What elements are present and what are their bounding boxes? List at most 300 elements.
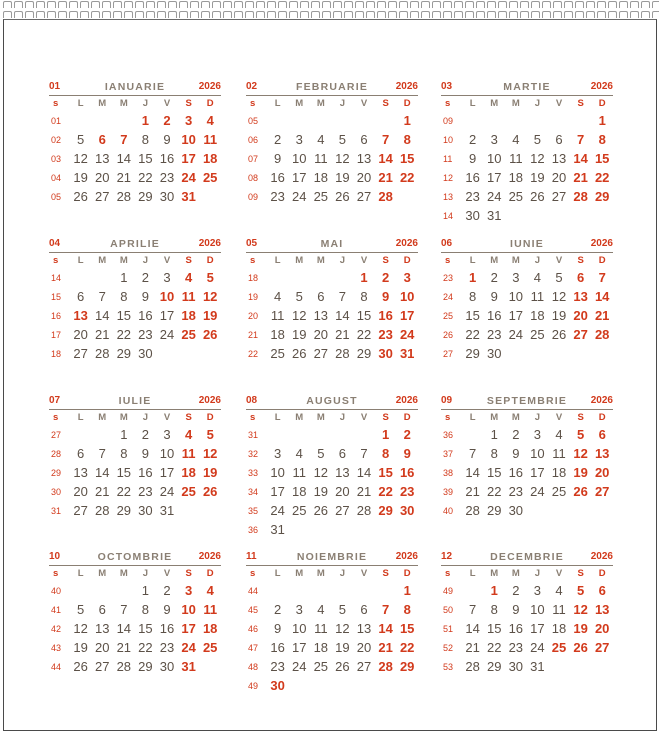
day-cell[interactable]: 18 [291,484,307,499]
day-cell[interactable]: 14 [94,465,110,480]
day-cell[interactable]: 17 [159,308,175,323]
day-cell[interactable]: 11 [314,151,328,166]
day-cell[interactable]: 13 [551,151,567,166]
day-cell[interactable]: 5 [295,289,303,304]
day-cell[interactable]: 27 [573,327,588,342]
day-cell[interactable]: 21 [356,484,372,499]
day-cell[interactable]: 18 [313,170,329,185]
day-cell[interactable]: 29 [378,503,393,518]
day-cell[interactable]: 17 [508,308,524,323]
day-cell[interactable]: 17 [270,484,285,499]
day-cell[interactable]: 30 [138,503,153,518]
day-cell[interactable]: 10 [530,602,545,617]
day-cell[interactable]: 1 [403,113,411,128]
day-cell[interactable]: 25 [313,189,329,204]
day-cell[interactable]: 15 [465,308,480,323]
day-cell[interactable]: 23 [138,484,153,499]
day-cell[interactable]: 9 [274,621,282,636]
day-cell[interactable]: 26 [73,189,88,204]
day-cell[interactable]: 24 [291,189,307,204]
day-cell[interactable]: 5 [206,427,214,442]
day-cell[interactable]: 2 [469,132,477,147]
day-cell[interactable]: 11 [552,446,566,461]
day-cell[interactable]: 12 [573,602,588,617]
day-cell[interactable]: 25 [508,189,524,204]
day-cell[interactable]: 4 [533,270,542,285]
day-cell[interactable]: 24 [270,503,285,518]
day-cell[interactable]: 24 [399,327,415,342]
day-cell[interactable]: 26 [313,503,329,518]
day-cell[interactable]: 28 [335,346,350,361]
day-cell[interactable]: 6 [317,289,325,304]
day-cell[interactable]: 23 [486,327,502,342]
day-cell[interactable]: 3 [184,583,193,598]
day-cell[interactable]: 20 [356,640,372,655]
day-cell[interactable]: 7 [381,602,390,617]
day-cell[interactable]: 3 [295,132,303,147]
day-cell[interactable]: 25 [291,503,307,518]
day-cell[interactable]: 30 [465,208,480,223]
day-cell[interactable]: 12 [530,151,545,166]
day-cell[interactable]: 24 [291,659,307,674]
day-cell[interactable]: 3 [512,270,520,285]
day-cell[interactable]: 18 [270,327,285,342]
day-cell[interactable]: 21 [378,640,393,655]
day-cell[interactable]: 11 [181,446,196,461]
day-cell[interactable]: 30 [399,503,415,518]
day-cell[interactable]: 9 [163,132,171,147]
day-cell[interactable]: 3 [533,427,542,442]
day-cell[interactable]: 28 [94,503,110,518]
day-cell[interactable]: 21 [335,327,350,342]
day-cell[interactable]: 10 [486,151,502,166]
day-cell[interactable]: 12 [73,151,88,166]
day-cell[interactable]: 15 [399,151,415,166]
day-cell[interactable]: 24 [530,484,545,499]
day-cell[interactable]: 31 [399,346,415,361]
day-cell[interactable]: 10 [159,446,175,461]
day-cell[interactable]: 2 [512,583,520,598]
day-cell[interactable]: 17 [399,308,415,323]
day-cell[interactable]: 22 [594,170,610,185]
day-cell[interactable]: 25 [313,659,329,674]
day-cell[interactable]: 16 [138,308,153,323]
day-cell[interactable]: 6 [555,132,563,147]
day-cell[interactable]: 26 [291,346,307,361]
day-cell[interactable]: 16 [399,465,415,480]
day-cell[interactable]: 23 [378,327,393,342]
day-cell[interactable]: 15 [116,308,132,323]
day-cell[interactable]: 4 [184,270,193,285]
day-cell[interactable]: 14 [465,465,480,480]
day-cell[interactable]: 21 [378,170,393,185]
day-cell[interactable]: 3 [274,446,282,461]
day-cell[interactable]: 26 [73,659,88,674]
day-cell[interactable]: 23 [508,484,524,499]
day-cell[interactable]: 19 [313,484,329,499]
day-cell[interactable]: 21 [94,484,110,499]
day-cell[interactable]: 28 [116,189,132,204]
day-cell[interactable]: 11 [270,308,285,323]
day-cell[interactable]: 29 [465,346,480,361]
day-cell[interactable]: 22 [399,640,415,655]
day-cell[interactable]: 8 [598,132,606,147]
day-cell[interactable]: 22 [465,327,480,342]
day-cell[interactable]: 15 [116,465,132,480]
day-cell[interactable]: 2 [490,270,498,285]
day-cell[interactable]: 4 [317,602,325,617]
day-cell[interactable]: 25 [202,170,218,185]
day-cell[interactable]: 13 [94,151,110,166]
day-cell[interactable]: 1 [490,583,498,598]
day-cell[interactable]: 7 [338,289,347,304]
day-cell[interactable]: 2 [381,270,390,285]
day-cell[interactable]: 19 [202,465,218,480]
day-cell[interactable]: 18 [313,640,329,655]
day-cell[interactable]: 4 [317,132,325,147]
day-cell[interactable]: 6 [77,289,85,304]
day-cell[interactable]: 17 [291,640,307,655]
day-cell[interactable]: 31 [530,659,545,674]
day-cell[interactable]: 2 [512,427,520,442]
day-cell[interactable]: 28 [94,346,110,361]
day-cell[interactable]: 11 [203,132,218,147]
day-cell[interactable]: 26 [335,659,350,674]
day-cell[interactable]: 9 [469,151,477,166]
day-cell[interactable]: 30 [138,346,153,361]
day-cell[interactable]: 13 [594,446,610,461]
day-cell[interactable]: 9 [141,446,150,461]
day-cell[interactable]: 29 [594,189,610,204]
day-cell[interactable]: 22 [356,327,372,342]
day-cell[interactable]: 19 [335,170,350,185]
day-cell[interactable]: 4 [206,113,214,128]
day-cell[interactable]: 2 [141,270,150,285]
day-cell[interactable]: 20 [551,170,567,185]
day-cell[interactable]: 3 [163,270,171,285]
day-cell[interactable]: 18 [202,621,218,636]
day-cell[interactable]: 14 [594,289,610,304]
day-cell[interactable]: 27 [356,659,372,674]
day-cell[interactable]: 7 [360,446,368,461]
day-cell[interactable]: 4 [274,289,282,304]
day-cell[interactable]: 3 [163,427,171,442]
day-cell[interactable]: 16 [378,308,393,323]
day-cell[interactable]: 20 [594,621,610,636]
day-cell[interactable]: 28 [356,503,372,518]
day-cell[interactable]: 16 [159,151,175,166]
day-cell[interactable]: 21 [465,484,480,499]
day-cell[interactable]: 2 [274,602,282,617]
day-cell[interactable]: 17 [159,465,175,480]
day-cell[interactable]: 30 [486,346,502,361]
day-cell[interactable]: 26 [551,327,567,342]
day-cell[interactable]: 1 [598,113,606,128]
day-cell[interactable]: 19 [573,621,588,636]
day-cell[interactable]: 20 [73,327,88,342]
day-cell[interactable]: 3 [295,602,303,617]
day-cell[interactable]: 2 [141,427,150,442]
day-cell[interactable]: 28 [594,327,610,342]
day-cell[interactable]: 24 [508,327,524,342]
day-cell[interactable]: 1 [141,113,150,128]
day-cell[interactable]: 16 [270,170,285,185]
day-cell[interactable]: 16 [465,170,480,185]
day-cell[interactable]: 5 [576,583,585,598]
day-cell[interactable]: 9 [512,602,520,617]
day-cell[interactable]: 16 [138,465,153,480]
day-cell[interactable]: 25 [530,327,545,342]
day-cell[interactable]: 25 [551,484,567,499]
day-cell[interactable]: 18 [551,621,567,636]
day-cell[interactable]: 25 [202,640,218,655]
day-cell[interactable]: 25 [181,327,196,342]
day-cell[interactable]: 11 [552,602,566,617]
day-cell[interactable]: 9 [490,289,498,304]
day-cell[interactable]: 10 [270,465,285,480]
day-cell[interactable]: 24 [530,640,545,655]
day-cell[interactable]: 21 [594,308,610,323]
day-cell[interactable]: 11 [203,602,218,617]
day-cell[interactable]: 2 [274,132,282,147]
day-cell[interactable]: 23 [138,327,153,342]
day-cell[interactable]: 10 [530,446,545,461]
day-cell[interactable]: 14 [356,465,372,480]
day-cell[interactable]: 1 [469,270,477,285]
day-cell[interactable]: 8 [490,602,498,617]
day-cell[interactable]: 10 [291,621,307,636]
day-cell[interactable]: 3 [403,270,411,285]
day-cell[interactable]: 20 [573,308,588,323]
day-cell[interactable]: 20 [94,640,110,655]
day-cell[interactable]: 8 [120,446,128,461]
day-cell[interactable]: 26 [573,640,588,655]
day-cell[interactable]: 19 [291,327,307,342]
day-cell[interactable]: 2 [163,113,171,128]
day-cell[interactable]: 5 [77,602,85,617]
day-cell[interactable]: 12 [551,289,567,304]
day-cell[interactable]: 26 [335,189,350,204]
day-cell[interactable]: 29 [116,503,132,518]
day-cell[interactable]: 9 [141,289,150,304]
day-cell[interactable]: 8 [360,289,368,304]
day-cell[interactable]: 23 [399,484,415,499]
day-cell[interactable]: 20 [73,484,88,499]
day-cell[interactable]: 12 [335,621,350,636]
day-cell[interactable]: 22 [378,484,393,499]
day-cell[interactable]: 1 [360,270,368,285]
day-cell[interactable]: 15 [356,308,372,323]
day-cell[interactable]: 7 [381,132,390,147]
day-cell[interactable]: 11 [314,621,328,636]
day-cell[interactable]: 9 [274,151,282,166]
day-cell[interactable]: 3 [490,132,498,147]
day-cell[interactable]: 4 [184,427,193,442]
day-cell[interactable]: 5 [555,270,563,285]
day-cell[interactable]: 30 [159,659,175,674]
day-cell[interactable]: 7 [469,446,477,461]
day-cell[interactable]: 30 [508,503,524,518]
day-cell[interactable]: 10 [508,289,524,304]
day-cell[interactable]: 17 [291,170,307,185]
day-cell[interactable]: 29 [486,503,502,518]
day-cell[interactable]: 11 [181,289,196,304]
day-cell[interactable]: 7 [576,132,585,147]
day-cell[interactable]: 24 [181,170,196,185]
day-cell[interactable]: 30 [378,346,393,361]
day-cell[interactable]: 28 [378,659,393,674]
day-cell[interactable]: 23 [465,189,480,204]
day-cell[interactable]: 23 [270,659,285,674]
day-cell[interactable]: 22 [138,640,153,655]
day-cell[interactable]: 27 [313,346,329,361]
day-cell[interactable]: 23 [159,640,175,655]
day-cell[interactable]: 24 [159,327,175,342]
day-cell[interactable]: 17 [181,621,196,636]
day-cell[interactable]: 11 [530,289,545,304]
day-cell[interactable]: 16 [270,640,285,655]
day-cell[interactable]: 3 [533,583,542,598]
day-cell[interactable]: 16 [508,621,524,636]
day-cell[interactable]: 27 [94,189,110,204]
day-cell[interactable]: 29 [138,189,153,204]
day-cell[interactable]: 4 [295,446,303,461]
day-cell[interactable]: 30 [159,189,175,204]
day-cell[interactable]: 26 [202,327,218,342]
day-cell[interactable]: 19 [202,308,218,323]
day-cell[interactable]: 14 [465,621,480,636]
day-cell[interactable]: 9 [512,446,520,461]
day-cell[interactable]: 28 [378,189,393,204]
day-cell[interactable]: 19 [335,640,350,655]
day-cell[interactable]: 7 [598,270,606,285]
day-cell[interactable]: 30 [270,678,285,693]
day-cell[interactable]: 7 [98,289,106,304]
day-cell[interactable]: 10 [399,289,415,304]
day-cell[interactable]: 12 [73,621,88,636]
day-cell[interactable]: 11 [292,465,306,480]
day-cell[interactable]: 21 [116,170,132,185]
day-cell[interactable]: 12 [573,446,588,461]
day-cell[interactable]: 28 [116,659,132,674]
day-cell[interactable]: 5 [77,132,85,147]
day-cell[interactable]: 27 [335,503,350,518]
day-cell[interactable]: 16 [508,465,524,480]
day-cell[interactable]: 8 [403,602,411,617]
day-cell[interactable]: 24 [486,189,502,204]
day-cell[interactable]: 1 [120,427,128,442]
day-cell[interactable]: 14 [378,151,393,166]
day-cell[interactable]: 10 [159,289,175,304]
day-cell[interactable]: 8 [381,446,390,461]
day-cell[interactable]: 23 [270,189,285,204]
day-cell[interactable]: 12 [313,465,329,480]
day-cell[interactable]: 13 [594,602,610,617]
day-cell[interactable]: 6 [360,132,368,147]
day-cell[interactable]: 12 [335,151,350,166]
day-cell[interactable]: 21 [573,170,588,185]
day-cell[interactable]: 31 [181,659,196,674]
day-cell[interactable]: 31 [270,522,285,537]
day-cell[interactable]: 10 [181,602,196,617]
day-cell[interactable]: 6 [576,270,585,285]
day-cell[interactable]: 25 [551,640,567,655]
day-cell[interactable]: 19 [530,170,545,185]
day-cell[interactable]: 8 [490,446,498,461]
day-cell[interactable]: 14 [335,308,350,323]
day-cell[interactable]: 31 [486,208,502,223]
day-cell[interactable]: 29 [138,659,153,674]
day-cell[interactable]: 6 [77,446,85,461]
day-cell[interactable]: 22 [486,640,502,655]
day-cell[interactable]: 5 [533,132,542,147]
day-cell[interactable]: 5 [338,602,347,617]
day-cell[interactable]: 1 [141,583,150,598]
day-cell[interactable]: 1 [120,270,128,285]
day-cell[interactable]: 29 [116,346,132,361]
day-cell[interactable]: 3 [184,113,193,128]
day-cell[interactable]: 13 [335,465,350,480]
day-cell[interactable]: 22 [399,170,415,185]
day-cell[interactable]: 25 [270,346,285,361]
day-cell[interactable]: 21 [94,327,110,342]
day-cell[interactable]: 13 [94,621,110,636]
day-cell[interactable]: 9 [403,446,411,461]
day-cell[interactable]: 18 [551,465,567,480]
day-cell[interactable]: 27 [551,189,567,204]
day-cell[interactable]: 14 [116,621,132,636]
day-cell[interactable]: 29 [399,659,415,674]
day-cell[interactable]: 12 [291,308,307,323]
day-cell[interactable]: 20 [594,465,610,480]
day-cell[interactable]: 24 [181,640,196,655]
day-cell[interactable]: 19 [73,170,88,185]
day-cell[interactable]: 7 [98,446,106,461]
day-cell[interactable]: 23 [159,170,175,185]
day-cell[interactable]: 29 [486,659,502,674]
day-cell[interactable]: 27 [73,346,88,361]
day-cell[interactable]: 8 [141,132,150,147]
day-cell[interactable]: 18 [202,151,218,166]
day-cell[interactable]: 9 [381,289,390,304]
day-cell[interactable]: 29 [356,346,372,361]
day-cell[interactable]: 15 [486,621,502,636]
day-cell[interactable]: 30 [508,659,524,674]
day-cell[interactable]: 14 [573,151,588,166]
day-cell[interactable]: 15 [138,621,153,636]
day-cell[interactable]: 6 [360,602,368,617]
day-cell[interactable]: 5 [206,270,214,285]
day-cell[interactable]: 22 [486,484,502,499]
day-cell[interactable]: 15 [138,151,153,166]
day-cell[interactable]: 4 [512,132,520,147]
day-cell[interactable]: 18 [508,170,524,185]
day-cell[interactable]: 15 [399,621,415,636]
day-cell[interactable]: 15 [486,465,502,480]
day-cell[interactable]: 8 [469,289,477,304]
day-cell[interactable]: 16 [159,621,175,636]
day-cell[interactable]: 8 [141,602,150,617]
day-cell[interactable]: 4 [555,583,563,598]
day-cell[interactable]: 22 [138,170,153,185]
day-cell[interactable]: 13 [313,308,329,323]
day-cell[interactable]: 6 [598,583,606,598]
day-cell[interactable]: 19 [73,640,88,655]
day-cell[interactable]: 13 [356,621,372,636]
day-cell[interactable]: 2 [403,427,411,442]
day-cell[interactable]: 10 [181,132,196,147]
day-cell[interactable]: 1 [381,427,390,442]
